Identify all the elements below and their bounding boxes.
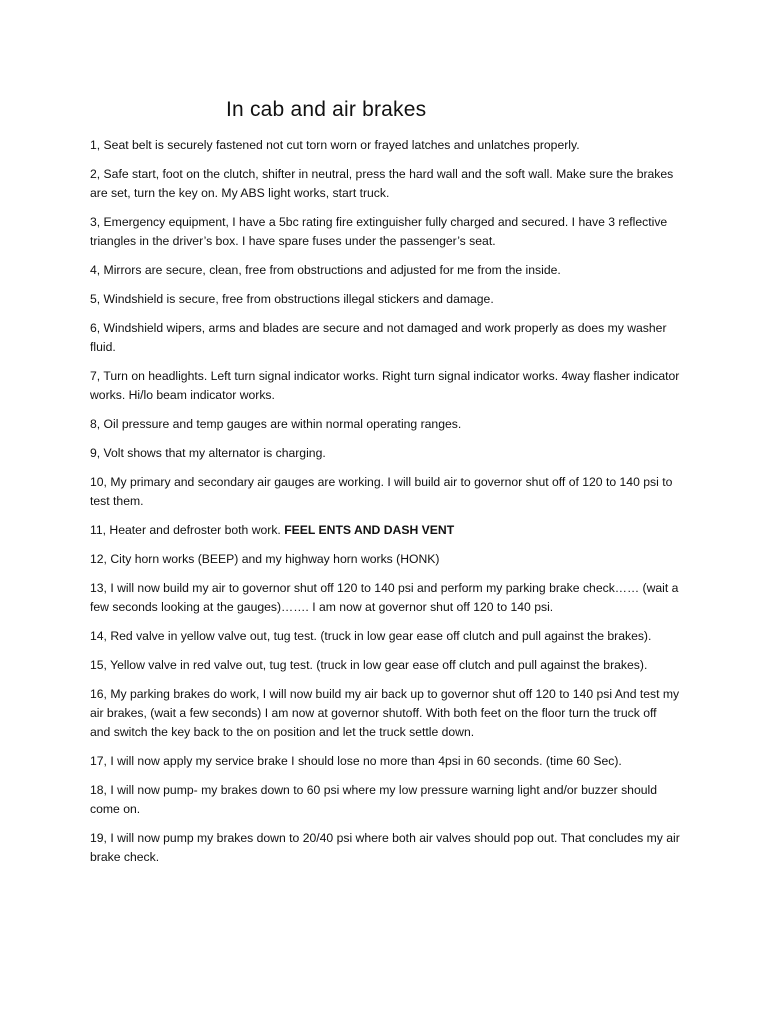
list-item [90,261,680,280]
list-item [90,319,680,357]
item-text: 14, Red valve in yellow valve out, tug test. (truck in low gear ease off clutch and pull against the brakes). [90,629,652,643]
item-text: 10, My primary and secondary air gauges are working. I will build air to governor shut off of 120 to 140 psi to test them. [90,475,673,508]
item-text: 13, I will now build my air to governor shut off 120 to 140 psi and perform my parking brake check…… (wait a few seconds looking at the gauges)……. I am now at governor shut off 120 to 140 psi. [90,581,679,614]
list-item [90,213,680,251]
item-text: 4, Mirrors are secure, clean, free from obstructions and adjusted for me from the inside. [90,263,561,277]
item-text: 6, Windshield wipers, arms and blades are secure and not damaged and work properly as does my washer fluid. [90,321,667,354]
item-text: 18, I will now pump- my brakes down to 60 psi where my low pressure warning light and/or buzzer should come on. [90,783,657,816]
item-text: 1, Seat belt is securely fastened not cut torn worn or frayed latches and unlatches properly. [90,138,580,152]
list-item [90,415,680,434]
item-text: 7, Turn on headlights. Left turn signal indicator works. Right turn signal indicator works. 4way flasher indicator works. Hi/lo beam indicator works. [90,369,680,402]
list-item [90,579,680,617]
list-item [90,685,680,742]
item-text: 9, Volt shows that my alternator is charging. [90,446,326,460]
list-item [90,521,680,540]
item-text: 17, I will now apply my service brake I should lose no more than 4psi in 60 seconds. (time 60 Sec). [90,754,622,768]
item-text: 8, Oil pressure and temp gauges are within normal operating ranges. [90,417,462,431]
item-bold-text: FEEL ENTS AND DASH VENT [284,523,455,537]
item-text: 15, Yellow valve in red valve out, tug test. (truck in low gear ease off clutch and pull against the brakes). [90,658,648,672]
item-text: 2, Safe start, foot on the clutch, shifter in neutral, press the hard wall and the soft wall. Make sure the brakes are set, turn the key on. My ABS light works, start truck. [90,167,674,200]
list-item [90,165,680,203]
list-item [90,473,680,511]
list-item [90,550,680,569]
item-text: 5, Windshield is secure, free from obstructions illegal stickers and damage. [90,292,494,306]
item-text: 16, My parking brakes do work, I will now build my air back up to governor shut off 120 to 140 psi And test my air brakes, (wait a few seconds) I am now at governor shutoff. With both feet on the floor turn the truck off and switch the key back to the on position and let the truck settle down. [90,687,680,739]
item-text: 11, Heater and defroster both work. [90,523,285,537]
list-item [90,136,680,155]
item-text: 12, City horn works (BEEP) and my highway horn works (HONK) [90,552,440,566]
list-item [90,444,680,463]
document-title: In cab and air brakes [226,98,427,121]
list-item [90,829,680,867]
list-item [90,290,680,309]
list-item [90,627,680,646]
list-item [90,367,680,405]
list-item [90,656,680,675]
item-text: 3, Emergency equipment, I have a 5bc rating fire extinguisher fully charged and secured. I have 3 reflective triangles in the driver’s box. I have spare fuses under the passenger’s seat. [90,215,668,248]
list-item [90,781,680,819]
list-item [90,752,680,771]
item-text: 19, I will now pump my brakes down to 20/40 psi where both air valves should pop out. That concludes my air brake check. [90,831,680,864]
